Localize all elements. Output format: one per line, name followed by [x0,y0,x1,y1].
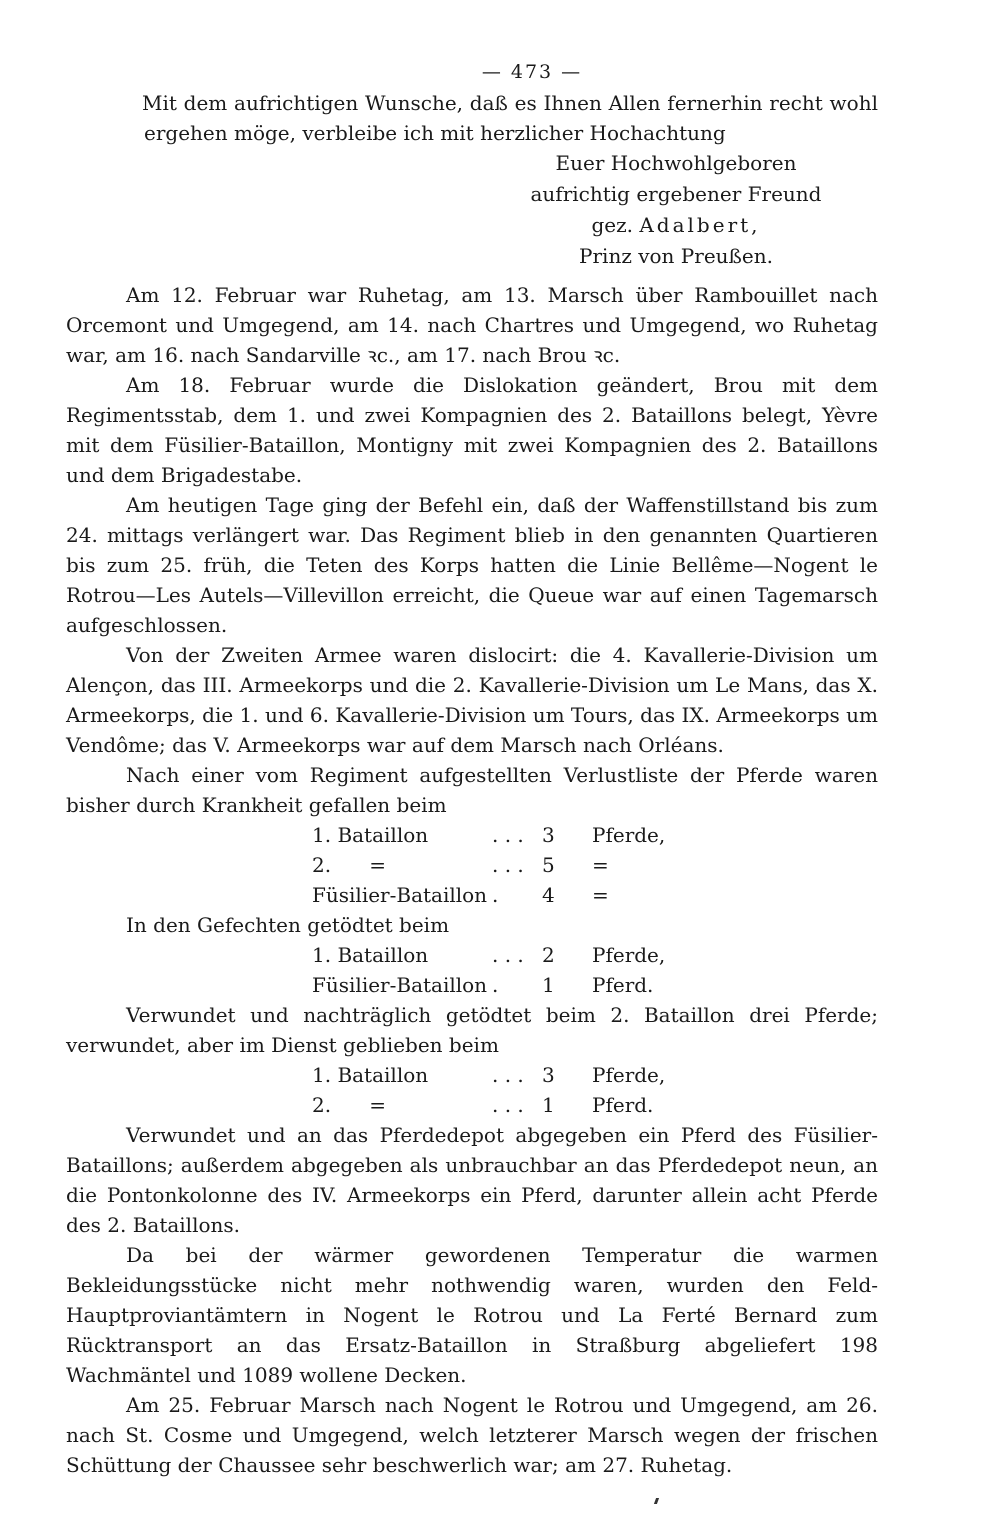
unit-cell: 2. = [312,853,386,877]
unit-cell: Füsilier-Bataillon [312,883,488,907]
table-row [312,850,878,880]
paragraph: Verwundet und an das Pferdedepot abgegeben ein Pferd des Füsilier-Bataillons; außerdem abgegeben als unbrauchbar an das Pferdedepot neun, an die Pontonkolonne des IV. Armeekorps ein Pferd, darunter allein acht Pferde des 2. Bataillons. [66,1123,878,1237]
paragraph: Am heutigen Tage ging der Befehl ein, daß der Waffenstillstand bis zum 24. mittags verlängert war. Das Regiment blieb in den genannten Quartieren bis zum 25. früh, die Teten des Korps hatten die Linie Bellême—Nogent le Rotrou—Les Autels—Villevillon erreicht, die Queue war auf einen Tagemarsch aufgeschlossen. [66,493,878,637]
dots-cell: . . . [492,853,524,877]
ink-mark [654,1498,659,1504]
table-row [312,820,878,850]
label-cell: Pferd. [592,1093,654,1117]
letter-closing: Mit dem aufrichtigen Wunsche, daß es Ihnen Allen fernerhin recht wohl ergehen möge, verbleibe ich mit herzlicher Hochachtung [142,91,878,145]
paragraph: Von der Zweiten Armee waren dislocirt: die 4. Kavallerie-Division um Alençon, das III. Armeekorps und die 2. Kavallerie-Division um Le Mans, das X. Armeekorps, die 1. und 6. Kavallerie-Division um Tours, das IX. Armeekorps um Vendôme; das V. Armeekorps war auf dem Marsch nach Orléans. [66,643,878,757]
dots-cell: . . . [492,1063,524,1087]
signature-friend: aufrichtig ergebener Freund [530,182,822,206]
losses-disease-table [312,820,878,910]
dots-cell: . . . [492,943,524,967]
unit-cell: 1. Bataillon [312,943,429,967]
dots-cell: . [492,973,499,997]
signature-name: Adalbert, [639,213,761,237]
paragraph: Nach einer vom Regiment aufgestellten Verlustliste der Pferde waren bisher durch Krankheit gefallen beim [66,763,878,817]
label-cell: = [592,853,609,877]
count-cell: 1 [542,973,555,997]
paragraph: Da bei der wärmer gewordenen Temperatur die warmen Bekleidungsstücke nicht mehr nothwendig waren, wurden den Feld-Hauptproviantämtern in Nogent le Rotrou und La Ferté Bernard zum Rücktransport an das Ersatz-Bataillon in Straßburg abgeliefert 198 Wachmäntel und 1089 wollene Decken. [66,1243,878,1387]
signature-signed [506,210,846,241]
document-page [66,56,878,1480]
label-cell: Pferde, [592,1063,666,1087]
paragraph: Verwundet und nachträglich getödtet beim 2. Bataillon drei Pferde; verwundet, aber im Dienst geblieben beim [66,1003,878,1057]
dots-cell: . [492,883,499,907]
count-cell: 1 [542,1093,555,1117]
label-cell: Pferd. [592,973,654,997]
losses-killed-table [312,940,878,1000]
count-cell: 2 [542,943,555,967]
paragraph: In den Gefechten getödtet beim [126,913,450,937]
label-cell: Pferde, [592,823,666,847]
unit-cell: 1. Bataillon [312,823,429,847]
signature-title: Prinz von Preußen. [579,244,773,268]
table-row [312,1060,878,1090]
count-cell: 5 [542,853,555,877]
signature-salutation: Euer Hochwohlgeboren [555,151,797,175]
dots-cell: . . . [492,823,524,847]
paragraph: Am 25. Februar Marsch nach Nogent le Rotrou und Umgegend, am 26. nach St. Cosme und Umgegend, welch letzterer Marsch wegen der frischen Schüttung der Chaussee sehr beschwerlich war; am 27. Ruhetag. [66,1393,878,1477]
unit-cell: 2. = [312,1093,386,1117]
label-cell: Pferde, [592,943,666,967]
unit-cell: Füsilier-Bataillon [312,973,488,997]
count-cell: 3 [542,823,555,847]
table-row [312,940,878,970]
signature-block [66,148,878,272]
count-cell: 4 [542,883,555,907]
paragraph: Am 12. Februar war Ruhetag, am 13. Marsch über Rambouillet nach Orcemont und Umgegend, am 14. nach Chartres und Umgegend, wo Ruhetag war, am 16. nach Sandarville ꝛc., am 17. nach Brou ꝛc. [66,283,878,367]
table-row [312,880,878,910]
page-number: — 473 — [481,61,583,83]
unit-cell: 1. Bataillon [312,1063,429,1087]
paragraph: Am 18. Februar wurde die Dislokation geändert, Brou mit dem Regimentsstab, dem 1. und zwei Kompagnien des 2. Bataillons belegt, Yèvre mit dem Füsilier-Bataillon, Montigny mit zwei Kompagnien des 2. Bataillons und dem Brigadestabe. [66,373,878,487]
losses-wounded-table [312,1060,878,1120]
label-cell: = [592,883,609,907]
table-row [312,1090,878,1120]
signature-prefix: gez. [591,213,633,237]
table-row [312,970,878,1000]
count-cell: 3 [542,1063,555,1087]
dots-cell: . . . [492,1093,524,1117]
